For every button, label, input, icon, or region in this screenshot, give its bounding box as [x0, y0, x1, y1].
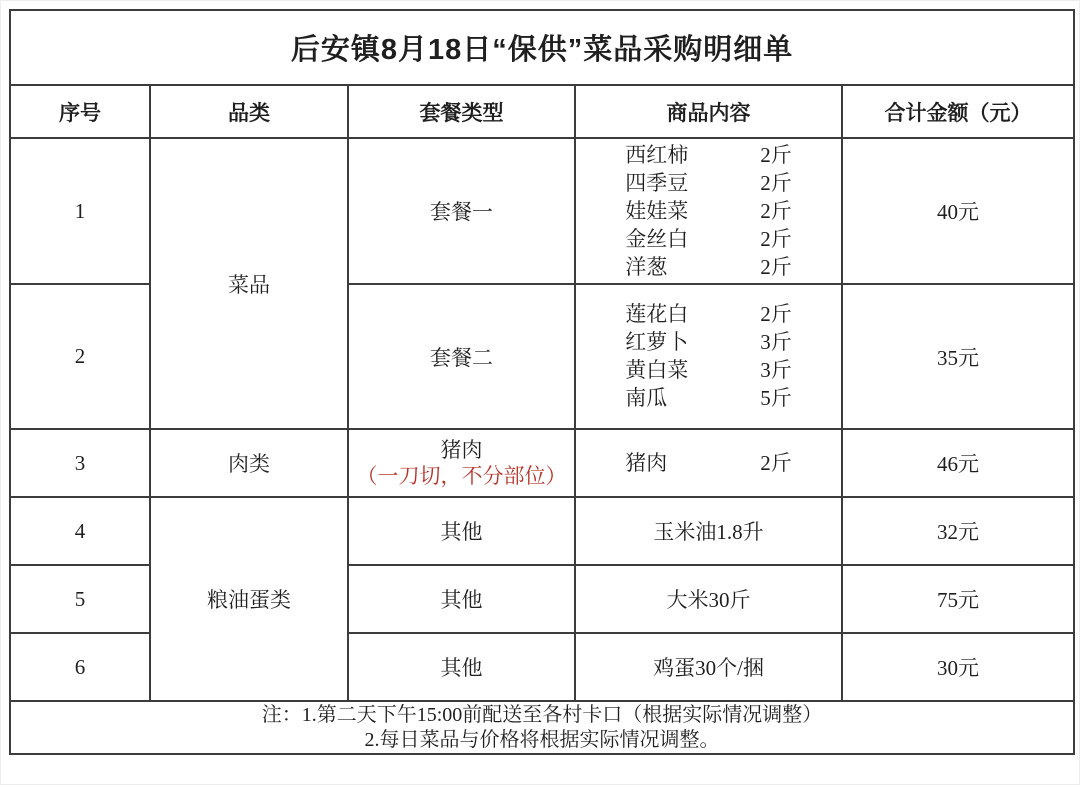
- package-cell: 其他: [348, 565, 575, 633]
- item-name: 红萝卜: [625, 330, 689, 354]
- table-row: [10, 429, 1074, 497]
- total-cell: 46元: [842, 429, 1074, 497]
- item-qty: 2斤: [760, 302, 792, 326]
- serial-cell: 4: [10, 497, 150, 565]
- column-header-package: 套餐类型: [348, 85, 575, 138]
- serial-cell: 2: [10, 284, 150, 429]
- item-qty: 2斤: [760, 226, 792, 251]
- total-cell: 35元: [842, 284, 1074, 429]
- item-qty: 3斤: [760, 330, 792, 354]
- item-qty: 2斤: [760, 254, 792, 279]
- package-cell: [348, 429, 575, 497]
- package-note-red: （一刀切，不分部位）: [356, 464, 567, 488]
- category-cell-meat: 肉类: [150, 429, 348, 497]
- item-qty: 2斤: [760, 198, 792, 223]
- serial-cell: 3: [10, 429, 150, 497]
- column-header-total: 合计金额（元）: [842, 85, 1074, 138]
- content-cell: 玉米油1.8升: [575, 497, 842, 565]
- total-cell: 30元: [842, 633, 1074, 701]
- table-header-row: [10, 85, 1074, 138]
- footer-note-cell: [10, 701, 1074, 754]
- serial-cell: 6: [10, 633, 150, 701]
- package-label: 猪肉: [440, 438, 483, 462]
- table-row: [10, 497, 1074, 565]
- footer-note-line2: 2.每日菜品与价格将根据实际情况调整。: [364, 728, 720, 751]
- package-cell: 其他: [348, 497, 575, 565]
- item-qty: 2斤: [760, 142, 792, 167]
- item-name: 四季豆: [625, 170, 689, 195]
- item-list: [625, 301, 792, 412]
- column-header-content: 商品内容: [575, 85, 842, 138]
- page-title: 后安镇8月18日“保供”菜品采购明细单: [10, 10, 1074, 85]
- serial-cell: 5: [10, 565, 150, 633]
- category-cell-vegetables: 菜品: [150, 138, 348, 429]
- package-cell: 套餐一: [348, 138, 575, 284]
- footer-note-line1: 注：1.第二天下午15:00前配送至各村卡口（根据实际情况调整）: [261, 703, 823, 726]
- item-qty: 2斤: [760, 450, 792, 475]
- item-name: 金丝白: [625, 226, 689, 251]
- content-cell: [575, 138, 842, 284]
- table-row: [10, 701, 1074, 754]
- serial-cell: 1: [10, 138, 150, 284]
- total-cell: 75元: [842, 565, 1074, 633]
- procurement-table: [9, 9, 1075, 755]
- total-cell: 32元: [842, 497, 1074, 565]
- item-qty: 2斤: [760, 170, 792, 195]
- item-name: 黄白菜: [625, 358, 689, 382]
- item-list: [625, 142, 792, 281]
- total-cell: 40元: [842, 138, 1074, 284]
- item-qty: 3斤: [760, 358, 792, 382]
- item-name: 洋葱: [625, 254, 668, 279]
- package-cell: 套餐二: [348, 284, 575, 429]
- item-name: 南瓜: [625, 386, 668, 410]
- table-row: [10, 138, 1074, 284]
- content-cell: 鸡蛋30个/捆: [575, 633, 842, 701]
- content-cell: 大米30斤: [575, 565, 842, 633]
- item-list: [625, 450, 792, 477]
- item-name: 西红柿: [625, 142, 689, 167]
- item-qty: 5斤: [760, 386, 792, 410]
- category-cell-grain-oil-egg: 粮油蛋类: [150, 497, 348, 701]
- item-name: 莲花白: [625, 302, 689, 326]
- content-cell: [575, 284, 842, 429]
- item-name: 猪肉: [625, 450, 668, 475]
- item-name: 娃娃菜: [625, 198, 689, 223]
- package-cell: 其他: [348, 633, 575, 701]
- table-row: [10, 10, 1074, 85]
- column-header-category: 品类: [150, 85, 348, 138]
- content-cell: [575, 429, 842, 497]
- column-header-serial: 序号: [10, 85, 150, 138]
